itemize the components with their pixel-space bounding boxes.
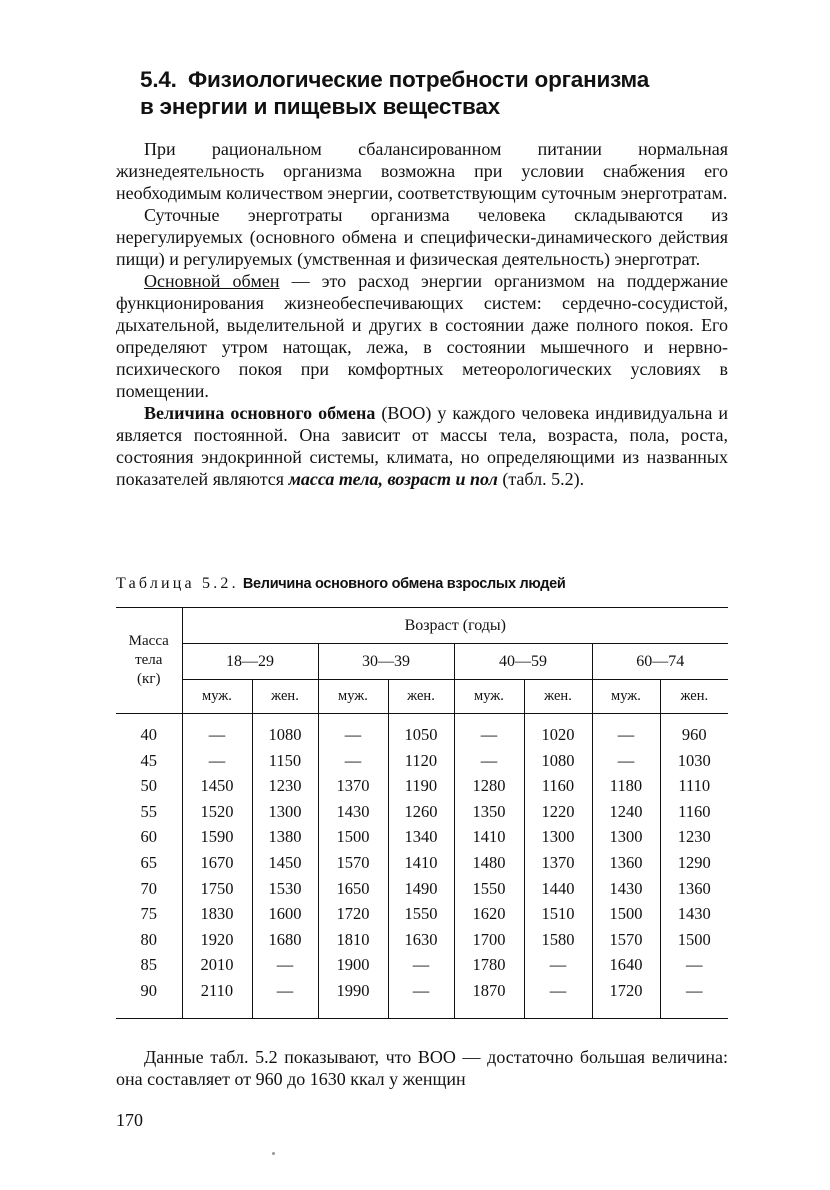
value-cell: 1700 — [454, 927, 524, 953]
mass-header-line3: (кг) — [137, 671, 161, 687]
value-cell: 1570 — [592, 927, 660, 953]
table-row — [116, 978, 728, 1018]
paragraph-2: Суточные энерготраты организма человека складываются из нерегулируемых (основного обмена и специфически-динамического действия пищи) и регулируемых (умственная и физическая деятельность) энерготрат. — [116, 205, 728, 269]
value-cell: 1020 — [524, 714, 592, 748]
value-cell: 1600 — [252, 901, 318, 927]
value-cell: 1900 — [318, 952, 388, 978]
mass-header-line2: тела — [135, 652, 163, 668]
value-cell: 1290 — [677, 852, 711, 872]
results-text — [116, 1046, 728, 1090]
bmr-table — [116, 607, 728, 1019]
value-cell: 1230 — [252, 773, 318, 799]
value-cell: 1490 — [388, 876, 454, 902]
value-cell: — — [318, 748, 388, 774]
value-cell: 1830 — [182, 901, 252, 927]
value-cell: 1350 — [454, 799, 524, 825]
value-cell: 960 — [681, 725, 707, 744]
value-cell: 1430 — [318, 799, 388, 825]
table-row — [116, 927, 728, 953]
paragraph-4 — [116, 402, 728, 490]
value-cell: 1520 — [182, 799, 252, 825]
value-cell: — — [524, 952, 592, 978]
value-cell: 1870 — [454, 978, 524, 1018]
mass-cell: 70 — [116, 876, 182, 902]
value-cell: — — [182, 748, 252, 774]
table-row — [116, 773, 728, 799]
value-cell: 1680 — [252, 927, 318, 953]
intro-text — [116, 138, 728, 490]
mass-cell: 80 — [116, 927, 182, 953]
value-cell: — — [252, 978, 318, 1018]
scan-speck — [272, 1152, 275, 1155]
value-cell: 1650 — [318, 876, 388, 902]
value-cell: 1240 — [592, 799, 660, 825]
value-cell: 1720 — [592, 978, 660, 1018]
sex-header-female: жен. — [388, 680, 454, 714]
mass-cell: 85 — [116, 952, 182, 978]
age-group-60-74: 60—74 — [592, 644, 728, 680]
value-cell: 1260 — [388, 799, 454, 825]
value-cell: 1550 — [388, 901, 454, 927]
value-cell: 1300 — [252, 799, 318, 825]
age-group-40-59: 40—59 — [454, 644, 592, 680]
value-cell: 1030 — [677, 750, 711, 770]
value-cell: 1230 — [677, 827, 711, 847]
table-row — [116, 799, 728, 825]
value-cell: 2110 — [182, 978, 252, 1018]
table-row — [116, 952, 728, 978]
value-cell: — — [252, 952, 318, 978]
value-cell: 1150 — [252, 748, 318, 774]
value-cell: 1120 — [388, 748, 454, 774]
value-cell: 1720 — [318, 901, 388, 927]
value-cell: 1080 — [252, 714, 318, 748]
table-title: Величина основного обмена взрослых людей — [242, 576, 566, 592]
mass-cell: 75 — [116, 901, 182, 927]
value-cell: — — [388, 978, 454, 1018]
table-caption — [116, 574, 728, 594]
value-cell: 1080 — [524, 748, 592, 774]
value-cell: 1160 — [678, 801, 711, 821]
value-cell: 1500 — [318, 824, 388, 850]
value-cell: 1510 — [524, 901, 592, 927]
value-cell: 1380 — [252, 824, 318, 850]
table-row — [116, 850, 728, 876]
value-cell: 1430 — [592, 876, 660, 902]
value-cell: 1530 — [252, 876, 318, 902]
value-cell: 1360 — [677, 878, 711, 898]
value-cell: 1780 — [454, 952, 524, 978]
value-cell: 1220 — [524, 799, 592, 825]
value-cell: 1990 — [318, 978, 388, 1018]
section-number: 5.4. — [140, 67, 177, 92]
table-row — [116, 901, 728, 927]
mass-cell: 55 — [116, 799, 182, 825]
mass-cell: 90 — [116, 978, 182, 1018]
value-cell: 1640 — [592, 952, 660, 978]
value-cell: 1630 — [388, 927, 454, 953]
value-cell: 1180 — [592, 773, 660, 799]
age-group-30-39: 30—39 — [318, 644, 454, 680]
value-cell: 1920 — [182, 927, 252, 953]
value-cell: 1580 — [524, 927, 592, 953]
value-cell: 1280 — [454, 773, 524, 799]
value-cell: — — [592, 714, 660, 748]
value-cell: 1620 — [454, 901, 524, 927]
value-cell: — — [318, 714, 388, 748]
value-cell: 1480 — [454, 850, 524, 876]
sex-header-male: муж. — [592, 680, 660, 714]
sex-header-male: муж. — [454, 680, 524, 714]
term-basal-metabolism: Основной обмен — [144, 271, 280, 291]
section-title-line1: Физиологические потребности организма — [188, 67, 650, 92]
paragraph-4-body: (ВОО) у каждого человека индивидуальна и является постоянной. Она зависит от массы тела, возраста, пола, роста, состояния эндокринной системы, климата, но определяющими из названных показателей являются — [116, 403, 728, 489]
value-cell: 1410 — [388, 850, 454, 876]
value-cell: 1810 — [318, 927, 388, 953]
value-cell: 1050 — [388, 714, 454, 748]
table-label: Таблица 5.2. — [116, 575, 239, 592]
value-cell: — — [182, 714, 252, 748]
value-cell: 1570 — [318, 850, 388, 876]
value-cell: 1160 — [524, 773, 592, 799]
value-cell: — — [592, 748, 660, 774]
paragraph-4-emphasis: масса тела, возраст и пол — [288, 469, 498, 489]
mass-cell: 40 — [116, 714, 182, 748]
mass-cell: 60 — [116, 824, 182, 850]
mass-cell: 45 — [116, 748, 182, 774]
value-cell: — — [660, 978, 728, 1018]
section-title-line2: в энергии и пищевых веществах — [140, 94, 501, 119]
mass-header — [116, 608, 182, 714]
value-cell: — — [454, 748, 524, 774]
value-cell: — — [454, 714, 524, 748]
sex-header-male: муж. — [182, 680, 252, 714]
value-cell: 1190 — [388, 773, 454, 799]
value-cell: 1300 — [592, 824, 660, 850]
value-cell: 1430 — [677, 904, 711, 924]
value-cell: 1440 — [524, 876, 592, 902]
table-row — [116, 824, 728, 850]
paragraph-3-body: — это расход энергии организмом на поддержание функционирования жизнеобеспечивающих систем: сердечно-сосудистой, дыхательной, выделительной и других в состоянии даже полного покоя. Его определяют утром натощак, лежа, в состоянии мышечного и нервно-психического покоя при комфортных метеорологических условиях в помещении. — [116, 271, 728, 401]
value-cell: 1110 — [678, 776, 711, 796]
value-cell: 1750 — [182, 876, 252, 902]
sex-header-female: жен. — [660, 680, 728, 714]
value-cell: 1410 — [454, 824, 524, 850]
value-cell: 1500 — [677, 929, 711, 949]
value-cell: — — [524, 978, 592, 1018]
value-cell: 1340 — [388, 824, 454, 850]
paragraph-5: Данные табл. 5.2 показывают, что ВОО — достаточно большая величина: она составляет от 960 до 1630 ккал у женщин — [116, 1047, 728, 1089]
value-cell: 1500 — [592, 901, 660, 927]
mass-cell: 50 — [116, 773, 182, 799]
mass-cell: 65 — [116, 850, 182, 876]
sex-header-male: муж. — [318, 680, 388, 714]
page-number: 170 — [116, 1110, 143, 1130]
value-cell: 1670 — [182, 850, 252, 876]
value-cell: 1370 — [318, 773, 388, 799]
paragraph-4-end: (табл. 5.2). — [497, 469, 585, 489]
value-cell: 1300 — [524, 824, 592, 850]
value-cell: — — [686, 955, 703, 975]
value-cell: 1370 — [524, 850, 592, 876]
table-body — [116, 714, 728, 1019]
value-cell: 1450 — [182, 773, 252, 799]
sex-header-female: жен. — [252, 680, 318, 714]
value-cell: 1360 — [592, 850, 660, 876]
value-cell: — — [388, 952, 454, 978]
value-cell: 1550 — [454, 876, 524, 902]
value-cell: 1450 — [252, 850, 318, 876]
age-header: Возраст (годы) — [182, 608, 728, 644]
mass-header-line1: Масса — [128, 633, 169, 649]
value-cell: 1590 — [182, 824, 252, 850]
value-cell: 2010 — [182, 952, 252, 978]
age-group-18-29: 18—29 — [182, 644, 318, 680]
section-heading — [140, 66, 740, 120]
table-row — [116, 876, 728, 902]
term-bmr-value: Величина основного обмена — [144, 403, 376, 423]
paragraph-1: При рациональном сбалансированном питании нормальная жизнедеятельность организма возможна при условии снабжения его необходимым количеством энергии, соответствующим суточным энерготратам. — [116, 139, 728, 203]
table-row — [116, 714, 728, 748]
paragraph-3 — [116, 270, 728, 402]
table-row — [116, 748, 728, 774]
sex-header-female: жен. — [524, 680, 592, 714]
